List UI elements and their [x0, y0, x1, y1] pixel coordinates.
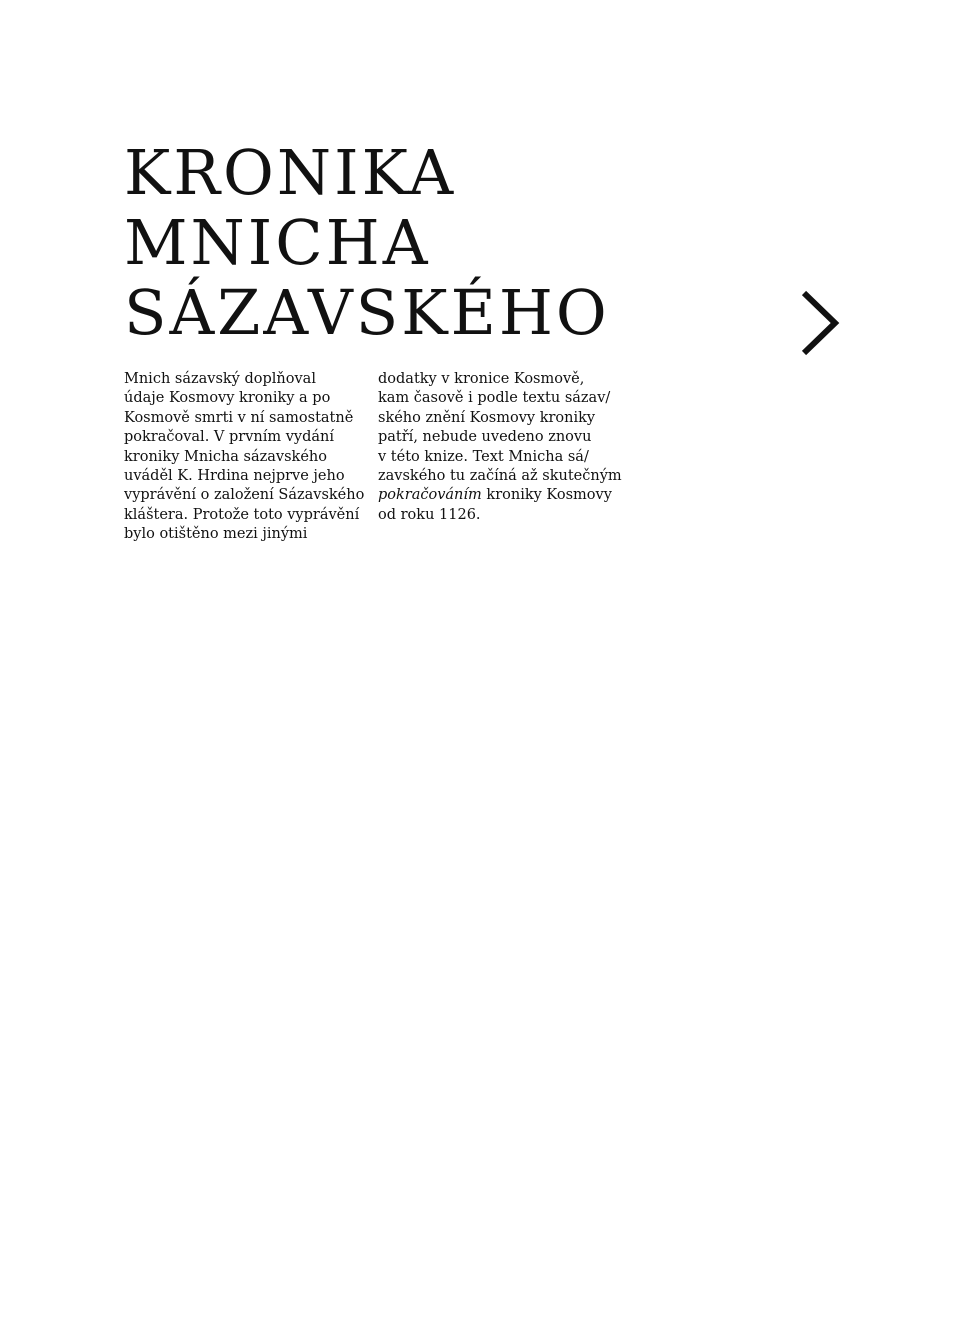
text-line: dodatky v kronice Kosmově,	[378, 371, 585, 387]
text-column-right	[378, 370, 622, 525]
text-line: Mnich sázavský doplňoval	[124, 371, 316, 387]
text-line: zavského tu začíná až skutečným	[378, 468, 622, 485]
text-line: kroniky Mnicha sázavského	[124, 448, 327, 465]
text-line: uváděl K. Hrdina nejprve jeho	[124, 468, 345, 485]
text-line: kam časově i podle textu sázav/	[378, 390, 611, 407]
text-line: v této knize. Text Mnicha sá/	[378, 448, 589, 465]
text-line: bylo otištěno mezi jinými	[124, 526, 308, 543]
text-line: pokračoval. V prvním vydání	[124, 429, 335, 446]
title-line-1: KRONIKA	[124, 136, 457, 209]
next-page-button[interactable]	[800, 290, 840, 356]
title-line-2: MNICHA	[124, 206, 431, 279]
text-line: kláštera. Protože toto vyprávění	[124, 506, 360, 523]
text-line: patří, nebude uvedeno znovu	[378, 429, 592, 446]
text-line	[378, 486, 618, 505]
text-line: vyprávění o založení Sázavského	[124, 487, 365, 504]
text-line: Kosmově smrti v ní samostatně	[124, 409, 354, 426]
text-line: ského znění Kosmovy kroniky	[378, 409, 596, 426]
text-line: od roku 1126.	[378, 506, 481, 523]
text-line: údaje Kosmovy kroniky a po	[124, 390, 331, 407]
chevron-right-icon	[800, 290, 840, 356]
text-line-rest: kroniky Kosmovy	[481, 487, 612, 504]
italic-word: pokračováním	[378, 487, 482, 504]
title-line-3: SÁZAVSKÉHO	[124, 276, 610, 349]
page-title	[124, 138, 610, 348]
text-column-left	[124, 370, 364, 545]
